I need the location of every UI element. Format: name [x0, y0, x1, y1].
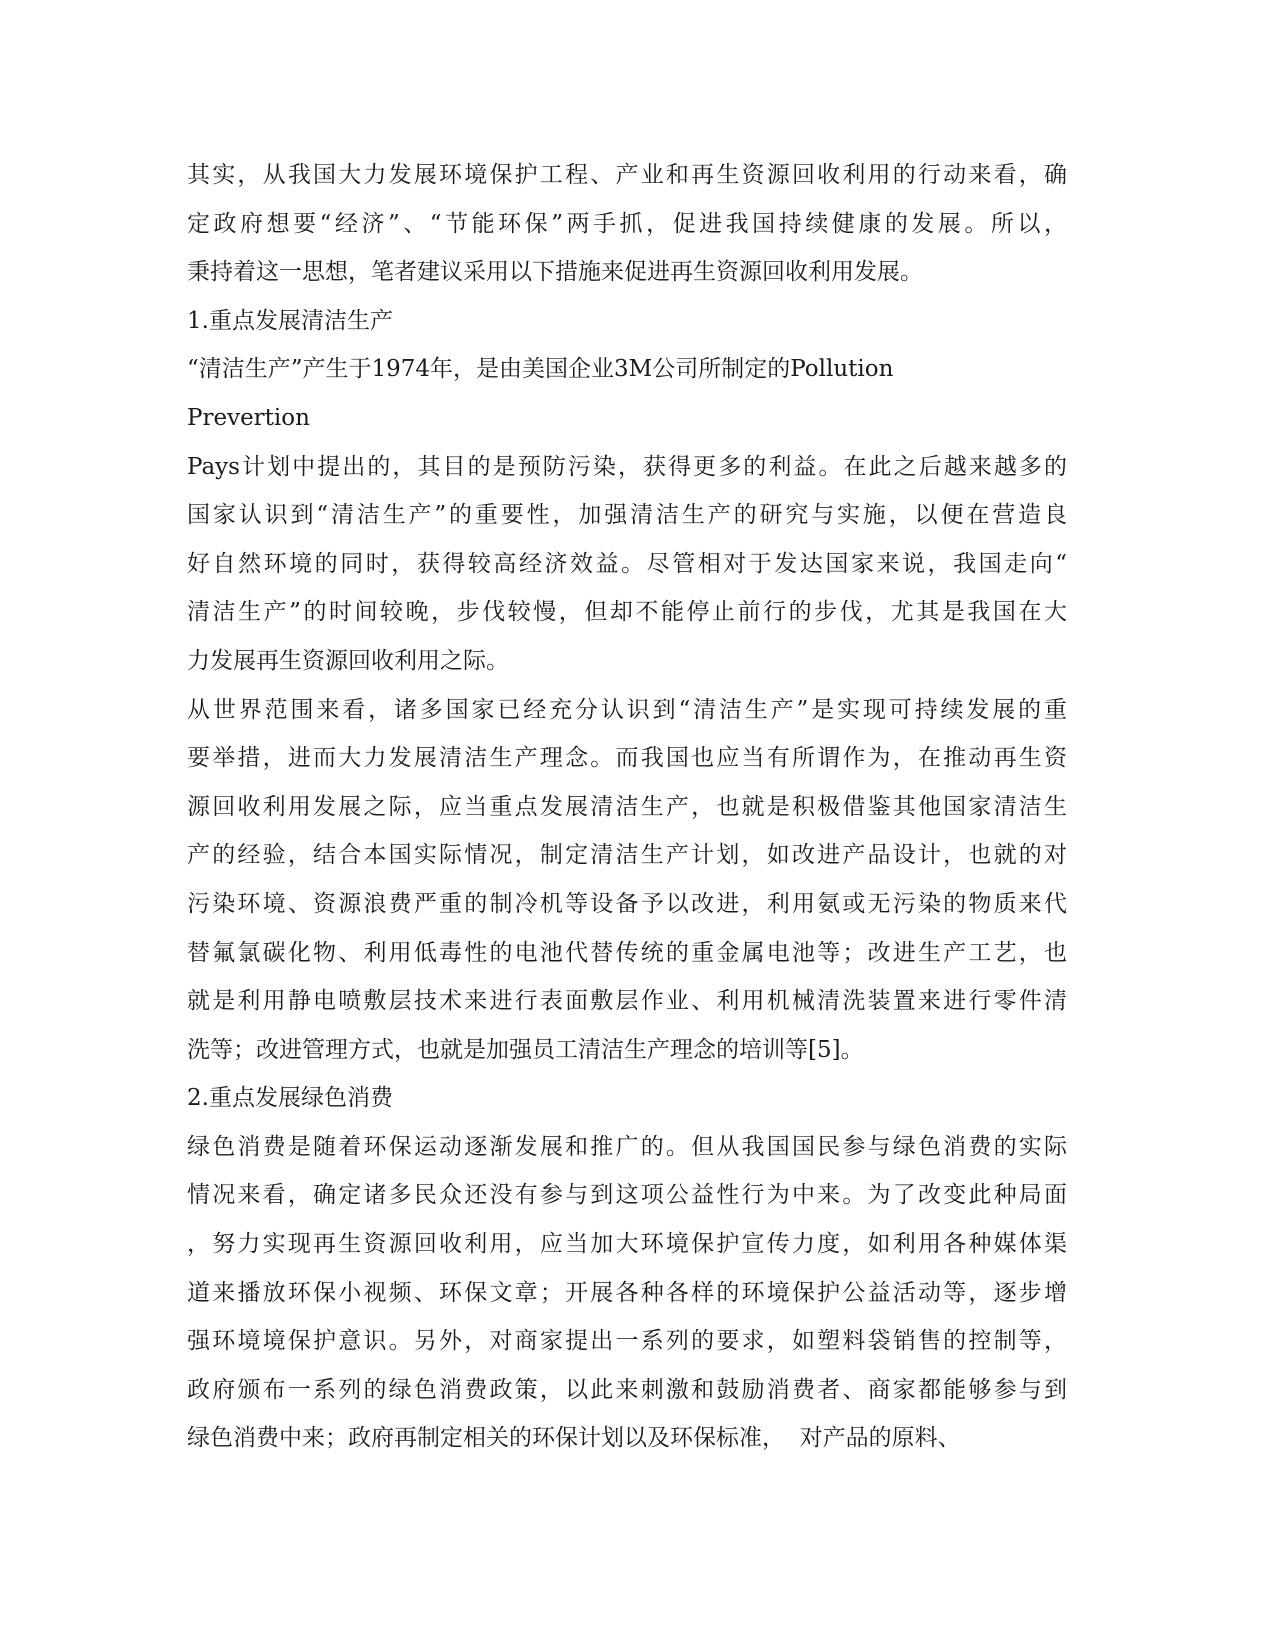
text-line: 情况来看，确定诸多民众还没有参与到这项公益性行为中来。为了改变此种局面	[187, 1182, 1067, 1209]
text-line: 秉持着这一思想，笔者建议采用以下措施来促进再生资源回收利用发展。	[187, 259, 923, 286]
section-heading-clean-production: 1.重点发展清洁生产	[187, 307, 393, 334]
document-body	[187, 151, 1067, 1463]
text-line: 替氟氯碳化物、利用低毒性的电池代替传统的重金属电池等；改进生产工艺，也	[187, 939, 1067, 966]
text-line: 要举措，进而大力发展清洁生产理念。而我国也应当有所谓作为，在推动再生资	[187, 745, 1067, 772]
text-line: “清洁生产”产生于1974年，是由美国企业3M公司所制定的Pollution	[187, 356, 894, 383]
text-line: 就是利用静电喷敷层技术来进行表面敷层作业、利用机械清洗装置来进行零件清	[187, 988, 1067, 1015]
text-line: 道来播放环保小视频、环保文章；开展各种各样的环境保护公益活动等，逐步增	[187, 1279, 1067, 1306]
text-line: 好自然环境的同时，获得较高经济效益。尽管相对于发达国家来说，我国走向“	[187, 550, 1067, 577]
paragraph-intro	[187, 151, 1067, 297]
text-line: Prevertion	[187, 404, 310, 431]
paragraph-green-consumption	[187, 1123, 1067, 1463]
paragraph-clean-production-origin	[187, 345, 1067, 685]
paragraph-clean-production-measures	[187, 686, 1067, 1075]
text-line: 定政府想要“经济”、“节能环保”两手抓，促进我国持续健康的发展。所以，	[187, 210, 1067, 237]
text-line: Pays计划中提出的，其目的是预防污染，获得更多的利益。在此之后越来越多的	[187, 453, 1067, 480]
text-line: 污染环境、资源浪费严重的制冷机等设备予以改进，利用氨或无污染的物质来代	[187, 890, 1067, 917]
text-line: 清洁生产”的时间较晚，步伐较慢，但却不能停止前行的步伐，尤其是我国在大	[187, 599, 1067, 626]
text-line: 强环境境保护意识。另外，对商家提出一系列的要求，如塑料袋销售的控制等，	[187, 1328, 1067, 1355]
text-line: 国家认识到“清洁生产”的重要性，加强清洁生产的研究与实施，以便在营造良	[187, 502, 1067, 529]
text-line: 源回收利用发展之际，应当重点发展清洁生产，也就是积极借鉴其他国家清洁生	[187, 793, 1067, 820]
text-line: 从世界范围来看，诸多国家已经充分认识到“清洁生产”是实现可持续发展的重	[187, 696, 1067, 723]
section-heading-green-consumption: 2.重点发展绿色消费	[187, 1085, 393, 1112]
text-line: 绿色消费中来；政府再制定相关的环保计划以及环保标准， 对产品的原料、	[187, 1425, 961, 1452]
text-line: ，努力实现再生资源回收利用，应当加大环境保护宣传力度，如利用各种媒体渠	[187, 1231, 1067, 1258]
text-line: 政府颁布一系列的绿色消费政策，以此来刺激和鼓励消费者、商家都能够参与到	[187, 1376, 1067, 1403]
text-line: 产的经验，结合本国实际情况，制定清洁生产计划，如改进产品设计，也就的对	[187, 842, 1067, 869]
text-line: 其实，从我国大力发展环境保护工程、产业和再生资源回收利用的行动来看，确	[187, 162, 1067, 188]
text-line: 绿色消费是随着环保运动逐渐发展和推广的。但从我国国民参与绿色消费的实际	[187, 1133, 1067, 1160]
text-line: 洗等；改进管理方式，也就是加强员工清洁生产理念的培训等[5]。	[187, 1036, 864, 1063]
text-line: 力发展再生资源回收利用之际。	[187, 647, 509, 674]
